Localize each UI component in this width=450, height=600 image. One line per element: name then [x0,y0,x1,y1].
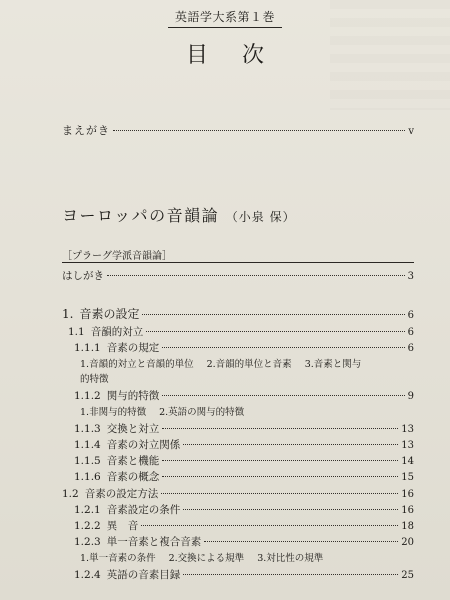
toc-number: 1.1.4 [74,439,101,451]
toc-number: 1.2.2 [74,520,101,532]
series-title: 英語学大系第１巻 [174,10,275,24]
toc-title: 音素設定の条件 [106,504,181,516]
preface-page: v [408,126,414,137]
toc-title: 関与的特徴 [106,390,160,402]
toc-title: 音素と機能 [106,455,160,467]
leader-dots [142,313,404,315]
subtopic: 2.交換による規準 [168,553,245,564]
toc-number: 1.2.1 [74,504,101,516]
toc-page: 18 [401,521,414,532]
toc-number: 1.1.6 [74,471,101,483]
series-underline [168,27,282,28]
toc-page: 20 [401,537,414,548]
toc-entry[interactable] [74,502,414,517]
leader-dots [183,508,398,510]
leader-dots [162,475,398,477]
toc-page: 16 [401,505,414,516]
toc-page: 13 [401,424,414,435]
toc-title: 交換と対立 [106,423,160,435]
toc-subtopics [80,356,371,370]
toc-number: 1.1 [68,326,85,338]
section-label: ［プラーグ学派音韻論］ [62,251,172,262]
leader-dots [141,524,398,526]
toc-page: 16 [401,489,414,500]
toc-subtopics [80,550,333,564]
toc-number: 1.2 [62,488,79,500]
toc-entry[interactable] [74,453,414,468]
toc-page: 6 [407,327,414,338]
toc-number: 1.1.3 [74,423,101,435]
toc-title: 音素の対立関係 [106,439,181,451]
page-heading: 目次 [185,43,298,68]
toc-number: 1.1.1 [74,342,101,354]
toc-entry[interactable] [74,567,414,582]
toc-page: 6 [407,343,414,354]
toc-entry-preface[interactable] [62,122,414,138]
subtopic: 2.英語の関与的特徴 [159,407,245,418]
toc-title: 単一音素と複合音素 [106,536,202,548]
leader-dots [162,394,404,396]
leader-dots [162,459,398,461]
leader-dots [204,540,398,542]
toc-title: 英語の音素目録 [106,569,181,581]
toc-entry[interactable] [74,388,414,403]
toc-number: 1.1.5 [74,455,101,467]
subtopic: 1.非関与的特徴 [80,407,147,418]
subtopic: 1.音韻的対立と音韻的単位 [80,359,194,370]
leader-dots [113,129,405,131]
leader-dots [162,427,398,429]
section-rule [62,262,414,263]
toc-number: 1.1.2 [74,390,101,402]
toc-page: 25 [401,570,414,581]
toc-number: 1.2.4 [74,569,101,581]
leader-dots [183,573,398,575]
toc-title: 音韻的対立 [90,326,144,338]
toc-title: 異 音 [106,520,139,532]
leader-dots [146,330,404,332]
toc-entry[interactable] [62,305,414,322]
leader-dots [162,346,404,348]
toc-entry[interactable] [74,340,414,355]
part-author: （小泉 保） [225,210,296,224]
toc-page: 6 [407,310,414,321]
subtopic: 3.対比性の規準 [257,553,324,564]
toc-entry[interactable] [62,486,414,501]
toc-page: 15 [401,472,414,483]
toc-subtopics [80,404,254,418]
toc-page: 14 [401,456,414,467]
intro-label: はしがき [62,270,104,282]
intro-page: 3 [407,271,414,282]
toc-entry[interactable] [74,437,414,452]
preface-label: まえがき [62,124,110,137]
leader-dots [107,274,405,276]
toc-entry[interactable] [74,534,414,549]
toc-entry[interactable] [74,518,414,533]
toc-entry[interactable] [68,324,414,339]
toc-number: 1.2.3 [74,536,101,548]
leader-dots [183,443,398,445]
toc-title: 音素の設定方法 [84,488,159,500]
subtopic: 1.単一音素の条件 [80,553,156,564]
toc-entry-intro[interactable] [62,268,414,283]
toc-entry[interactable] [74,421,414,436]
toc-entry[interactable] [74,469,414,484]
subtopic: 的特徴 [80,374,109,385]
toc-page: 13 [401,440,414,451]
toc-page: 9 [407,391,414,402]
subtopic: 2.音韻的単位と音素 [206,359,292,370]
toc-title: 音素の設定 [79,307,140,321]
part-title-text: ヨーロッパの音韻論 [62,206,220,225]
toc-subtopics-cont [80,371,119,385]
toc-title: 音素の規定 [106,342,160,354]
subtopic: 3.音素と関与 [304,359,362,370]
toc-title: 音素の概念 [106,471,160,483]
leader-dots [161,492,398,494]
toc-number: 1. [62,307,74,321]
part-title [62,203,296,226]
